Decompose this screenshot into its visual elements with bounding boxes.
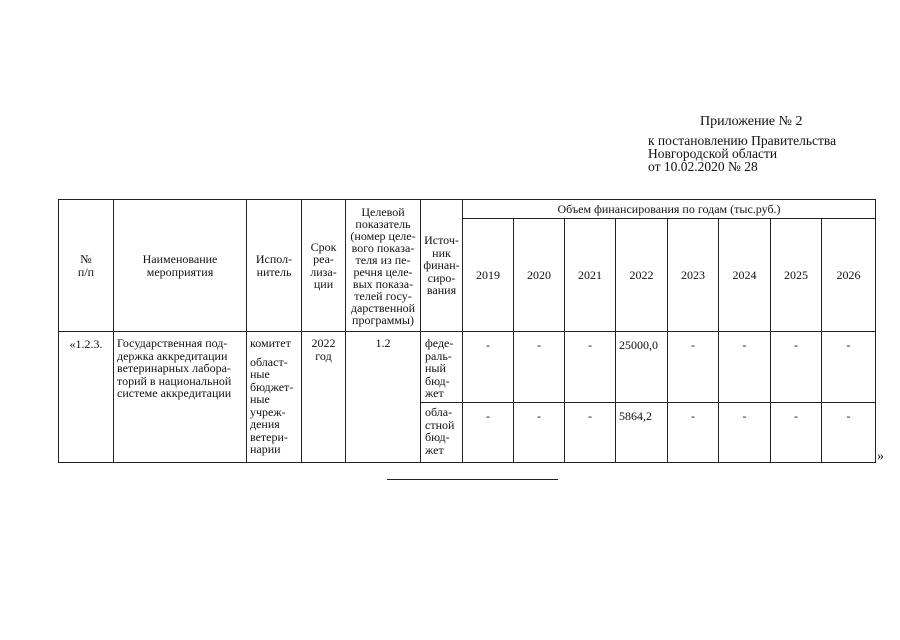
value-cell: - bbox=[565, 332, 616, 403]
row-name bbox=[114, 332, 247, 463]
source-line: жет bbox=[425, 442, 444, 457]
header-text: вания bbox=[426, 283, 457, 298]
year-header: 2019 bbox=[463, 219, 514, 332]
header-text: телей госу- bbox=[354, 288, 412, 303]
row-number: «1.2.3. bbox=[59, 332, 114, 463]
row-term bbox=[302, 332, 346, 463]
header-text: нитель bbox=[256, 264, 292, 279]
value-cell: - bbox=[719, 332, 771, 403]
row-executor-line: ные bbox=[250, 392, 270, 406]
row-executor bbox=[247, 332, 302, 463]
row-name-line: ветеринарных лабора- bbox=[117, 361, 231, 375]
value-cell: - bbox=[719, 403, 771, 463]
header-number bbox=[59, 200, 114, 332]
header-text: ции bbox=[313, 277, 334, 291]
row-executor-line: нарии bbox=[250, 442, 281, 456]
header-executor bbox=[247, 200, 302, 332]
year-header: 2026 bbox=[822, 219, 876, 332]
source-line: обла- bbox=[425, 405, 453, 419]
year-header: 2024 bbox=[719, 219, 771, 332]
year-header: 2023 bbox=[668, 219, 719, 332]
value-cell: - bbox=[822, 403, 876, 463]
source-line: бюд- bbox=[425, 430, 450, 444]
row-executor-line: област- bbox=[250, 354, 288, 369]
source-line: бюд- bbox=[425, 373, 450, 388]
row-name-line: держка аккредитации bbox=[117, 348, 228, 363]
header-text: Срок bbox=[310, 239, 337, 254]
header-text: (номер целе- bbox=[350, 228, 416, 243]
value-cell: - bbox=[565, 403, 616, 463]
funding-table bbox=[58, 199, 876, 463]
row-name-line: Государственная под- bbox=[117, 336, 228, 350]
value-cell: - bbox=[771, 332, 822, 403]
value-cell: 5864,2 bbox=[616, 403, 668, 463]
header-text: Испол- bbox=[255, 252, 293, 266]
appendix-title: Приложение № 2 bbox=[700, 114, 803, 129]
header-text: мероприятия bbox=[146, 264, 214, 279]
header-text: лиза- bbox=[310, 264, 337, 279]
header-text: п/п bbox=[77, 264, 95, 279]
source-federal bbox=[421, 332, 463, 403]
decree-line: от 10.02.2020 № 28 bbox=[648, 159, 758, 174]
year-header: 2025 bbox=[771, 219, 822, 332]
decree-line: к постановлению Правительства bbox=[648, 133, 837, 148]
decree-line: Новгородской области bbox=[648, 146, 778, 161]
value-cell: - bbox=[668, 332, 719, 403]
row-executor-line: ветери- bbox=[250, 429, 288, 444]
header-text: программы) bbox=[352, 312, 414, 327]
row-executor-line: бюджет- bbox=[250, 379, 294, 394]
source-line: раль- bbox=[425, 348, 452, 363]
header-text: Источ- bbox=[424, 233, 459, 248]
value-cell: - bbox=[822, 332, 876, 403]
header-text: показатель bbox=[355, 216, 411, 231]
row-executor-line: ные bbox=[250, 367, 270, 381]
header-text: ник bbox=[432, 245, 451, 260]
header-text: № bbox=[80, 252, 92, 266]
value-cell: - bbox=[463, 332, 514, 403]
row-term-line: 2022 bbox=[311, 336, 336, 350]
decree-reference bbox=[648, 134, 836, 173]
header-target bbox=[346, 200, 421, 332]
row-executor-line: учреж- bbox=[250, 404, 286, 419]
header-term bbox=[302, 200, 346, 332]
header-text: теля из пе- bbox=[355, 252, 411, 267]
row-executor-line: комитет bbox=[250, 336, 291, 350]
header-funding: Объем финансирования по годам (тыс.руб.) bbox=[463, 200, 876, 219]
row-name-line: системе аккредитации bbox=[117, 386, 232, 400]
year-header: 2021 bbox=[565, 219, 616, 332]
header-source bbox=[421, 200, 463, 332]
source-line: жет bbox=[425, 386, 444, 400]
value-cell: - bbox=[668, 403, 719, 463]
header-name bbox=[114, 200, 247, 332]
row-term-line: год bbox=[315, 348, 332, 363]
row-target: 1.2 bbox=[346, 332, 421, 463]
source-line: стной bbox=[425, 417, 455, 432]
header-text: вых показа- bbox=[352, 276, 414, 291]
separator-line bbox=[387, 479, 558, 480]
header-text: речня целе- bbox=[353, 264, 413, 279]
closing-quote: » bbox=[877, 449, 884, 464]
header-text: дарственной bbox=[350, 300, 416, 315]
header-text: вого показа- bbox=[351, 240, 415, 255]
value-cell: - bbox=[771, 403, 822, 463]
header-text: Целевой bbox=[361, 204, 405, 219]
value-cell: - bbox=[463, 403, 514, 463]
row-name-line: торий в национальной bbox=[117, 373, 232, 388]
row-executor-line: дения bbox=[250, 417, 280, 431]
source-line: ный bbox=[425, 361, 446, 375]
value-cell: 25000,0 bbox=[616, 332, 668, 403]
header-text: сиро- bbox=[427, 270, 456, 285]
source-regional bbox=[421, 403, 463, 463]
header-text: Наименование bbox=[142, 252, 218, 266]
header-text: реа- bbox=[313, 252, 334, 266]
header-text: финан- bbox=[423, 258, 460, 273]
source-line: феде- bbox=[425, 336, 454, 350]
year-header: 2020 bbox=[514, 219, 565, 332]
value-cell: - bbox=[514, 332, 565, 403]
value-cell: - bbox=[514, 403, 565, 463]
year-header: 2022 bbox=[616, 219, 668, 332]
